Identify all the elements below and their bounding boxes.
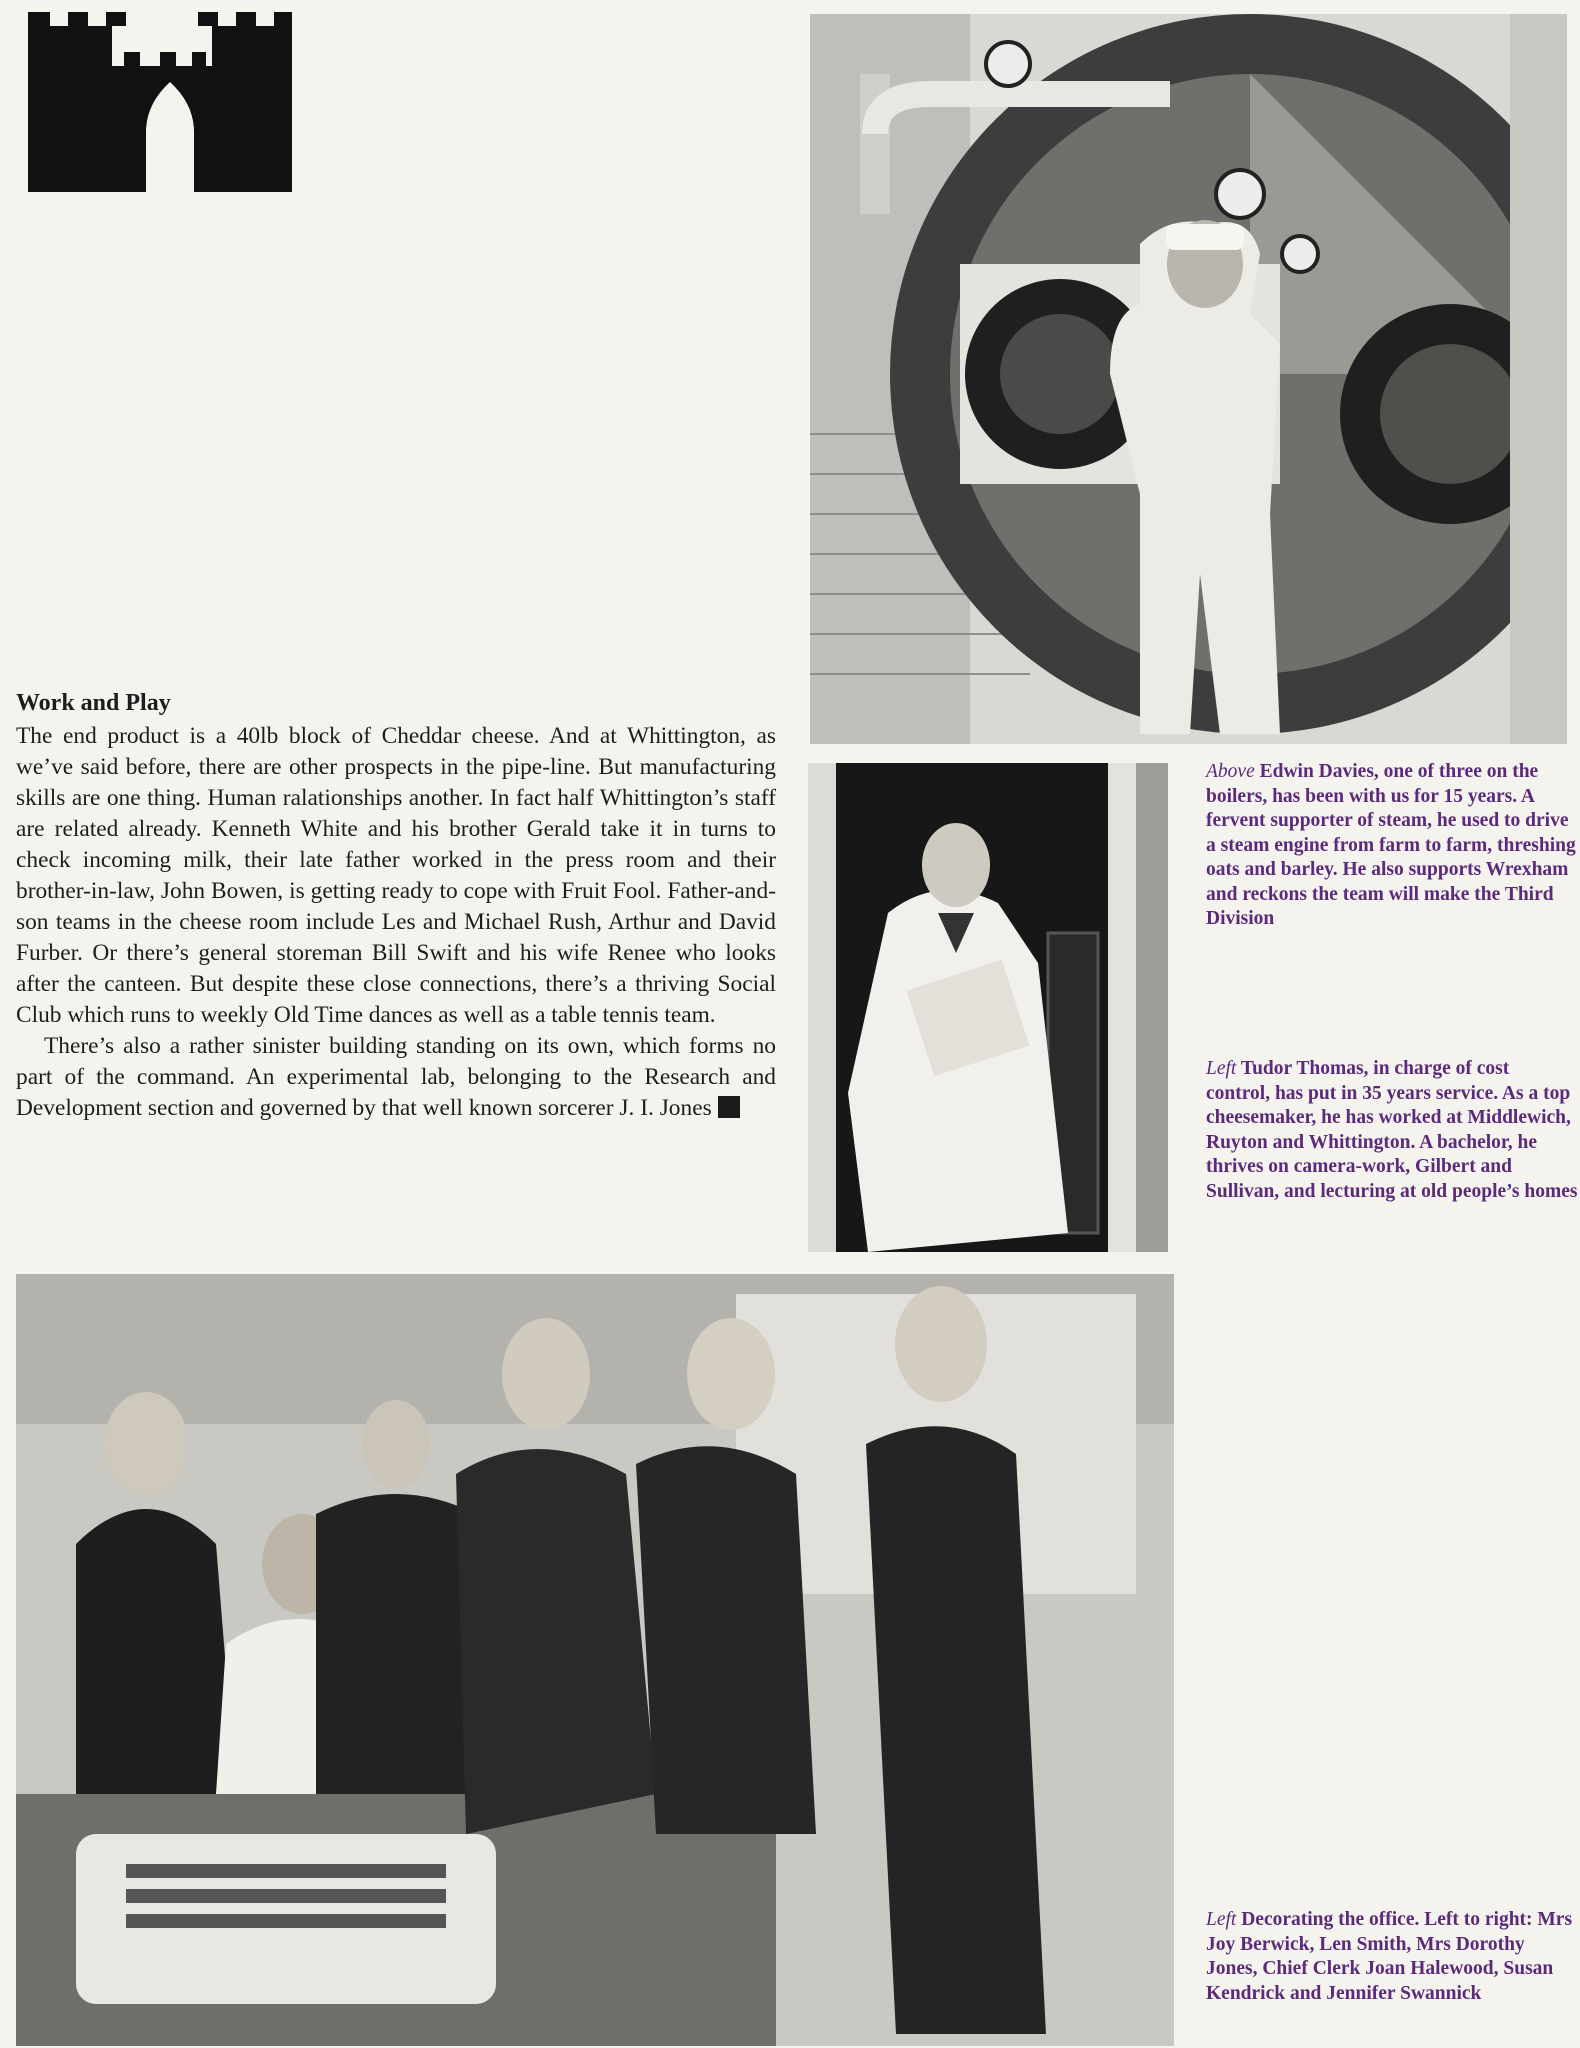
- caption-lead: Left: [1206, 1909, 1237, 1930]
- photo-tudor-thomas: [808, 763, 1168, 1252]
- caption-text: Edwin Davies, one of three on the boilers, has been with us for 15 years. A fervent supporter of steam, he used to drive a steam engine from farm to farm, threshing oats and barley. He also supports Wrexham and reckons the team will make the Third Division: [1206, 761, 1576, 929]
- end-mark-icon: [718, 1096, 740, 1118]
- article-paragraph-text: There’s also a rather sinister building standing on its own, which forms no part of the command. An experimental lab, belonging to the Research and Development section and governed by that well known sorcerer J. I. Jones: [16, 1033, 776, 1121]
- caption-office: [1206, 1908, 1578, 2006]
- article-paragraph-closing: [16, 1031, 776, 1124]
- caption-lead: Left: [1206, 1058, 1237, 1079]
- castle-icon: [28, 12, 292, 192]
- caption-lead: Above: [1206, 761, 1255, 782]
- article-paragraph: The end product is a 40lb block of Cheddar cheese. And at Whittington, as we’ve said before, there are other prospects in the pipe-line. But manufacturing skills are one thing. Human ralationships another. In fact half Whittington’s staff are related already. Kenneth White and his brother Gerald take it in turns to check incoming milk, their late father worked in the press room and their brother-in-law, John Bowen, is getting ready to cope with Fruit Fool. Father-and-son teams in the cheese room include Les and Michael Rush, Arthur and David Furber. Or there’s general storeman Bill Swift and his wife Renee who looks after the canteen. But despite these close connections, there’s a thriving Social Club which runs to weekly Old Time dances as well as a table tennis team.: [16, 723, 776, 1028]
- caption-text: Tudor Thomas, in charge of cost control, has put in 35 years service. As a top cheesemaker, he has worked at Middlewich, Ruyton and Whittington. A bachelor, he thrives on camera-work, Gilbert and Sullivan, and lecturing at old people’s homes: [1206, 1058, 1578, 1202]
- caption-above: [1206, 760, 1578, 932]
- photo-boiler-room: [810, 14, 1567, 744]
- caption-text: Decorating the office. Left to right: Mrs Joy Berwick, Len Smith, Mrs Dorothy Jones, Chief Clerk Joan Halewood, Susan Kendrick and Jennifer Swannick: [1206, 1909, 1573, 2004]
- caption-tudor-thomas: [1206, 1057, 1578, 1204]
- photo-office-staff: [16, 1274, 1174, 2046]
- article-heading: Work and Play: [16, 690, 171, 716]
- article-body: [16, 688, 776, 1124]
